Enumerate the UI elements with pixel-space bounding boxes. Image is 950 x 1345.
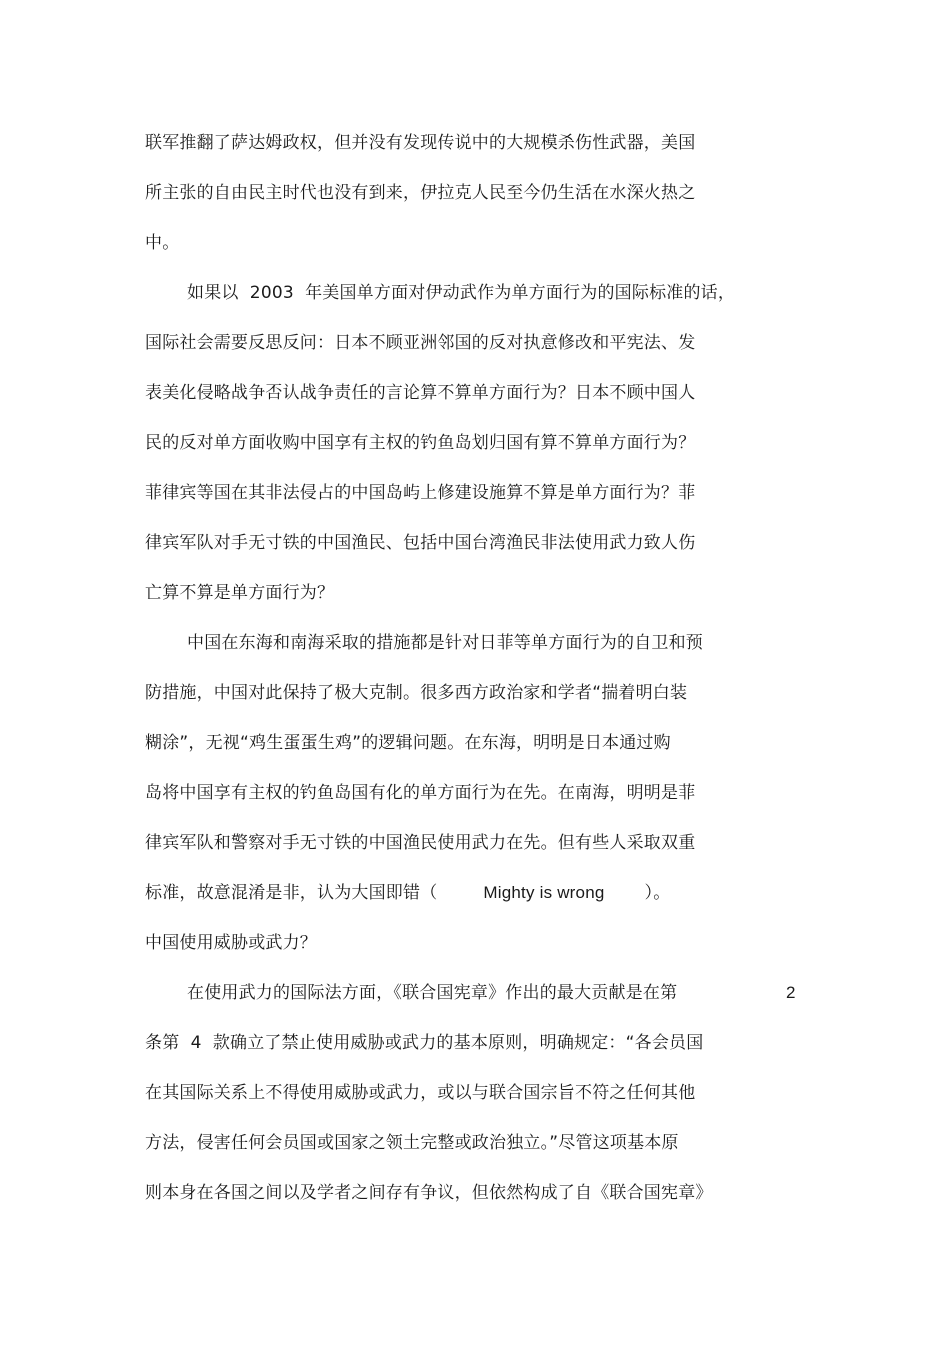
paragraph-line: 亡算不算是单方面行为？ (145, 583, 335, 603)
paragraph-line: 所主张的自由民主时代也没有到来，伊拉克人民至今仍生活在水深火热之 (145, 183, 696, 203)
mighty-prefix: 标准，故意混淆是非，认为大国即错（ (145, 883, 438, 903)
paragraph-line: 则本身在各国之间以及学者之间存有争议，但依然构成了自《联合国宪章》 (145, 1183, 713, 1203)
paragraph-line: 方法，侵害任何会员国或国家之领土完整或政治独立。”尽管这项基本原 (145, 1133, 679, 1153)
mighty-term: Mighty is wrong (483, 883, 605, 902)
article-number: 2 (786, 983, 796, 1002)
paragraph-line: 表美化侵略战争否认战争责任的言论算不算单方面行为？日本不顾中国人 (145, 383, 696, 403)
paragraph-line: 民的反对单方面收购中国享有主权的钓鱼岛划归国有算不算单方面行为？ (145, 433, 696, 453)
paragraph-line: 糊涂”，无视“鸡生蛋蛋生鸡”的逻辑问题。在东海，明明是日本通过购 (145, 733, 671, 753)
paragraph-line: 岛将中国享有主权的钓鱼岛国有化的单方面行为在先。在南海，明明是菲 (145, 783, 696, 803)
paragraph-line: 中国在东海和南海采取的措施都是针对日菲等单方面行为的自卫和预 (187, 633, 703, 653)
paragraph-line-mighty (145, 881, 670, 905)
paragraph-line: 如果以 2003 年美国单方面对伊动武作为单方面行为的国际标准的话， (187, 283, 736, 303)
paragraph-line: 律宾军队和警察对手无寸铁的中国渔民使用武力在先。但有些人采取双重 (145, 833, 696, 853)
mighty-suffix: ）。 (644, 883, 671, 903)
paragraph-line: 在其国际关系上不得使用威胁或武力，或以与联合国宗旨不符之任何其他 (145, 1083, 696, 1103)
paragraph-line: 联军推翻了萨达姆政权，但并没有发现传说中的大规模杀伤性武器，美国 (145, 133, 696, 153)
paragraph-line: 菲律宾等国在其非法侵占的中国岛屿上修建设施算不算是单方面行为？菲 (145, 483, 696, 503)
paragraph-line: 在使用武力的国际法方面，《联合国宪章》作出的最大贡献是在第 (187, 983, 678, 1003)
section-heading: 中国使用威胁或武力？ (145, 933, 317, 953)
paragraph-line: 国际社会需要反思反问：日本不顾亚洲邻国的反对执意修改和平宪法、发 (145, 333, 696, 353)
paragraph-line: 中。 (145, 233, 180, 253)
paragraph-line: 防措施，中国对此保持了极大克制。很多西方政治家和学者“揣着明白装 (145, 683, 688, 703)
paragraph-line: 律宾军队对手无寸铁的中国渔民、包括中国台湾渔民非法使用武力致人伤 (145, 533, 696, 553)
paragraph-line: 条第 4 款确立了禁止使用威胁或武力的基本原则，明确规定：“各会员国 (145, 1033, 704, 1053)
